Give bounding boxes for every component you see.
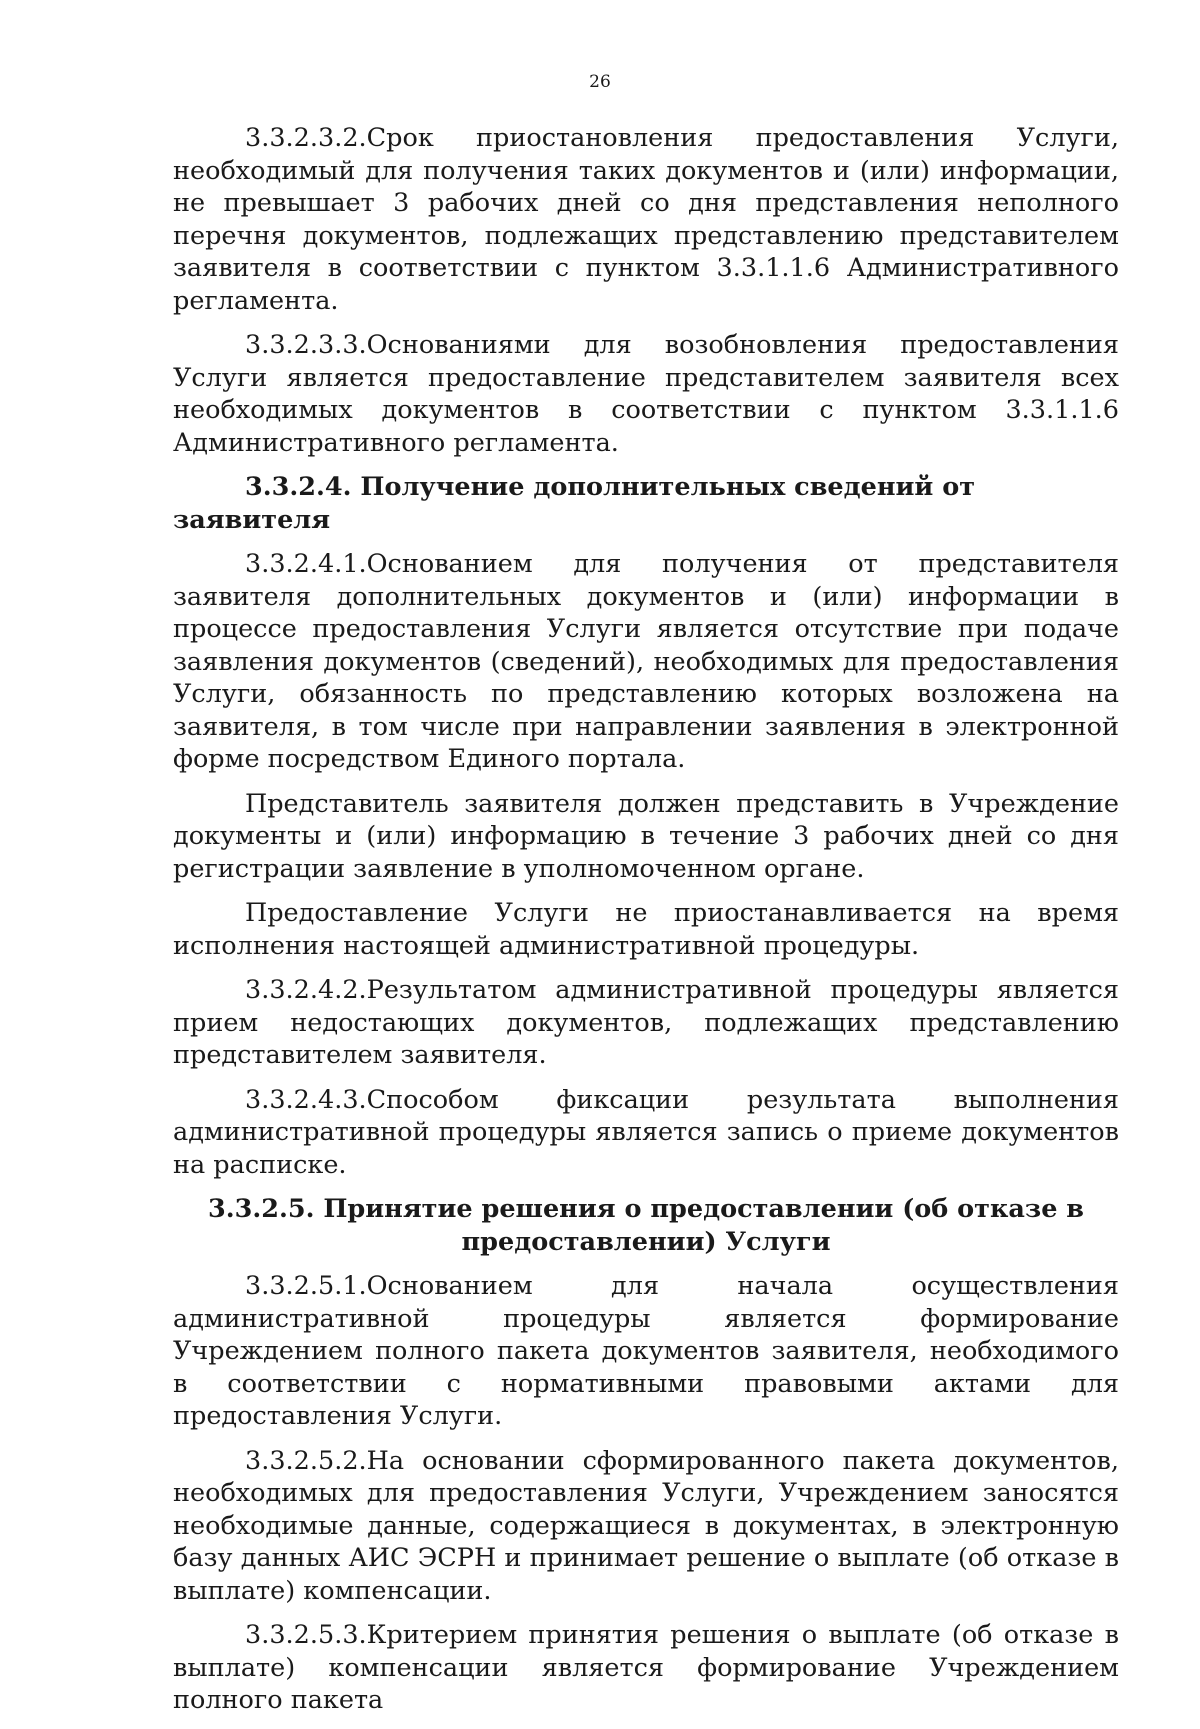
document-body (173, 122, 1119, 1729)
paragraph-3-3-2-3-2 (173, 122, 1119, 317)
clause-text: Основаниями для возобновления предоставления Услуги является предоставление представителем заявителя всех необходимых документов в соответствии с пунктом 3.3.1.1.6 Административного регламента. (173, 330, 1119, 458)
clause-number: 3.3.2.5.3. (245, 1620, 367, 1650)
clause-text: Способом фиксации результата выполнения административной процедуры является запись о приеме документов на расписке. (173, 1084, 1119, 1180)
clause-number: 3.3.2.3.2. (245, 123, 367, 153)
paragraph-3-3-2-3-3 (173, 329, 1119, 459)
clause-number: 3.3.2.5.2. (245, 1445, 367, 1476)
paragraph-3-3-2-4-3 (173, 1084, 1119, 1182)
paragraph-3-3-2-4-2 (173, 974, 1119, 1072)
page-number: 26 (589, 72, 611, 92)
clause-text: Основанием для получения от представителя заявителя дополнительных документов и (или) информации в процессе предоставления Услуги является отсутствие при подаче заявления документов (сведений), необходимых для предоставления Услуги, обязанность по представлению которых возложена на заявителя, в том числе при направлении заявления в электронной форме посредством Единого портала. (173, 549, 1119, 774)
paragraph-representative-obligation: Представитель заявителя должен представить в Учреждение документы и (или) информацию в течение 3 рабочих дней со дня регистрации заявление в уполномоченном органе. (173, 788, 1119, 884)
clause-number: 3.3.2.4.1. (245, 549, 367, 579)
clause-text: Срок приостановления предоставления Услуги, необходимый для получения таких документов и (или) информации, не превышает 3 рабочих дней со дня представления неполного перечня документов, подлежащих представлению представителем заявителя в соответствии с пунктом 3.3.1.1.6 Административного регламента. (173, 123, 1119, 316)
clause-number: 3.3.2.3.3. (245, 330, 367, 360)
paragraph-not-suspended: Предоставление Услуги не приостанавливается на время исполнения настоящей административной процедуры. (173, 898, 1119, 961)
section-heading-3-3-2-5: 3.3.2.5. Принятие решения о предоставлении (об отказе в предоставлении) Услуги (207, 1194, 1085, 1257)
paragraph-3-3-2-4-1 (173, 548, 1119, 776)
clause-text: Результатом административной процедуры является прием недостающих документов, подлежащих представлению представителем заявителя. (173, 975, 1119, 1070)
clause-text: Основанием для начала осуществления административной процедуры является формирование Учреждением полного пакета документов заявителя, необходимого в соответствии с нормативными правовыми актами для предоставления Услуги. (173, 1271, 1119, 1431)
clause-number: 3.3.2.4.2. (245, 975, 367, 1005)
paragraph-3-3-2-5-2 (173, 1445, 1119, 1608)
clause-text: На основании сформированного пакета документов, необходимых для предоставления Услуги, Учреждением заносятся необходимые данные, содержащиеся в документах, в электронную базу данных АИС ЭСРН и принимает решение о выплате (об отказе в выплате) компенсации. (173, 1445, 1119, 1606)
paragraph-3-3-2-5-3 (173, 1619, 1119, 1717)
clause-number: 3.3.2.4.3. (245, 1084, 367, 1115)
clause-number: 3.3.2.5.1. (245, 1271, 367, 1301)
clause-text: Критерием принятия решения о выплате (об отказе в выплате) компенсации является формирование Учреждением полного пакета (173, 1620, 1119, 1715)
paragraph-3-3-2-5-1 (173, 1270, 1119, 1433)
section-heading-3-3-2-4: 3.3.2.4. Получение дополнительных сведений от заявителя (173, 472, 976, 535)
